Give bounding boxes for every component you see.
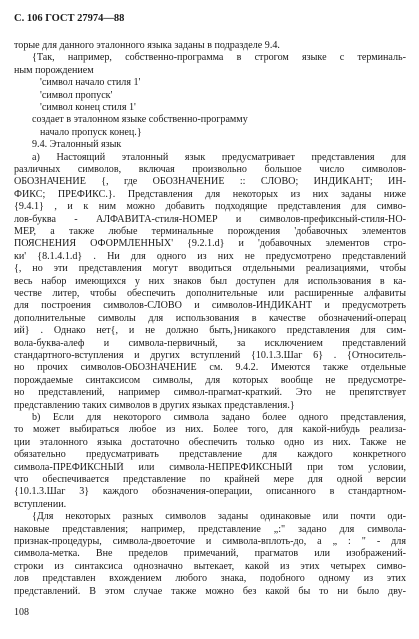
text-line: признак-процедуры, символа-двоеточие и символа-вплоть-до, а „ : " - для	[14, 536, 406, 547]
text-line: 'символ начало стиля 1'	[40, 77, 141, 89]
text-line: {Для некоторых разных символов заданы одинаковые или почти оди-	[32, 511, 406, 523]
text-line: ки' {8.1.4.1.d} . Ни для одного из них не предусмотрено представлений	[14, 250, 406, 262]
text-line: лов представлен вхождением любого знака, подобного одному из этих	[14, 573, 406, 585]
text-line: обязательно предусматривать представление для каждого конкретного	[14, 449, 406, 461]
text-line: представлений. В этом случае также можно без какой бы то ни было дву-	[14, 585, 406, 597]
text-line: ным порождением	[14, 64, 94, 76]
text-line: представлению таких символов в других языках представления.}	[14, 399, 295, 411]
text-line: ПОЯСНЕНИЯ ОФОРМЛЕННЫХ' {9.2.1.d} и 'добавочных элементов стро-	[14, 238, 406, 250]
text-line: вступлении.	[14, 498, 67, 510]
text-line: порождаемые синтаксисом символы, для которых вообще не предусмотре-	[14, 374, 406, 386]
text-line: различных символов, включая произвольно большое число символов-	[14, 164, 406, 175]
text-line: но прочих символов-ОБОЗНАЧЕНИЕ см. 9.4.2. Имеются также отдельные	[14, 362, 406, 374]
text-line: вола-буква-алеф и символа-первичный, за исключением представлений	[14, 337, 406, 349]
text-line: ции эталонного языка достаточно обеспечить только одно из них. Также не	[14, 436, 406, 448]
text-line: ОБОЗНАЧЕНИЕ {, где ОБОЗНАЧЕНИЕ :: СЛОВО; ИНДИКАНТ; ИН-	[14, 176, 406, 188]
text-line: создает в эталонном языке собственно-программу	[32, 114, 248, 126]
text-line: символа-ПРЕФИКСНЫЙ или символа-НЕПРЕФИКСНЫЙ при том условии,	[14, 461, 406, 473]
text-line: для построения символов-СЛОВО и символов-ИНДИКАНТ и предусмотреть	[14, 300, 406, 312]
text-line: то может выбираться любое из них. Более того, для какой-нибудь реализа-	[14, 424, 406, 436]
text-line: {10.1.3.Шаг 3} каждого обозначения-операции, описанного в стандартном-	[14, 486, 406, 498]
text-line: строки из синтаксиса однозначно вытекает, какой из этих четырех симво-	[14, 560, 406, 572]
text-line: 9.4. Эталонный язык	[32, 139, 122, 151]
text-line: но представлений, например символ-прагмат-краткий. Это не препятствует	[14, 387, 406, 399]
text-line: дополнительные символы для использования в качестве обозначений-операц	[14, 312, 406, 324]
text-line: стандартного-вступления и других вступлений {10.1.3.Шаг 6} . {Относитель-	[14, 350, 406, 361]
text-line: что обеспечивается представление по крайней мере для одной версии	[14, 474, 406, 485]
text-line: 'символ пропуск'	[40, 89, 113, 101]
text-line: ФИКС; ПРЕФИКС.}. Представления для некоторых из них заданы ниже	[14, 188, 406, 200]
text-line: честве литер, чтобы обеспечить дополнительные или расширенные алфавиты	[14, 288, 406, 299]
text-line: весь набор имеющихся у них знаков был доступен для использования в ка-	[14, 275, 406, 287]
text-line: МЕР, а также любые терминальные порождения 'добавочных элементов	[14, 226, 406, 237]
text-line: наковые представления; например, представление „:" задано для символа-	[14, 523, 406, 535]
text-line: лов-буква - АЛФАВИТА-стиля-НОМЕР и символов-префиксный-стиля-НО-	[14, 213, 406, 225]
page-number: 108	[14, 607, 29, 618]
text-line: b) Если для некоторого символа задано более одного представления,	[32, 412, 406, 423]
text-line: торые для данного эталонного языка заданы в подразделе 9.4.	[14, 40, 280, 51]
text-line: а) Настоящий эталонный язык предусматривает представления для	[32, 151, 406, 163]
text-line: символа-метка. Вне пределов примечаний, прагматов или изображений-	[14, 548, 406, 560]
text-line: {9.4.1} , и к ним можно добавить подходящие представления для симво-	[14, 201, 406, 213]
running-header: С. 106 ГОСТ 27974—88	[14, 13, 125, 24]
text-line: {, но эти представления могут вводиться отдельными реализациями, чтобы	[14, 263, 406, 275]
text-line: начало пропуск конец.}	[40, 126, 142, 138]
text-line: 'символ конец стиля 1'	[40, 102, 136, 113]
text-line: {Так, например, собственно-программа в строгом языке с терминаль-	[32, 52, 406, 64]
text-line: ий} . Однако нет{, и не должно быть,}никакого представления для сим-	[14, 325, 406, 337]
